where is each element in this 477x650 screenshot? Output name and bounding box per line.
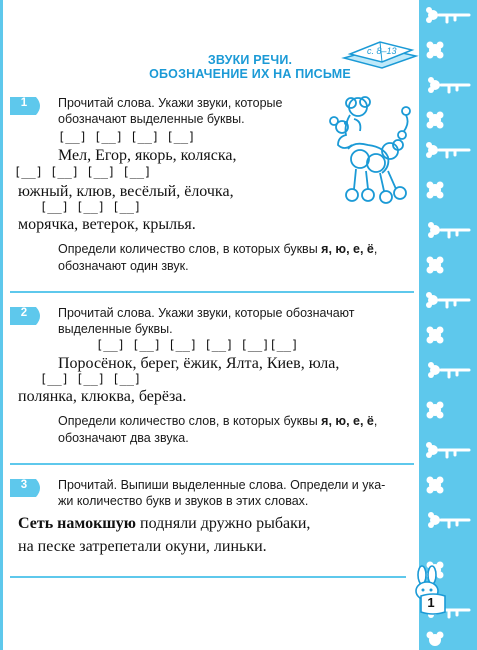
instruction-line: Прочитай слова. Укажи звуки, которые	[58, 96, 283, 110]
exercise-2-question	[58, 413, 377, 447]
question-text: Определи количество слов, в которых буквы	[58, 414, 322, 428]
sound-boxes: [__] [__] [__]	[40, 372, 142, 386]
word-line: южный, клюв, весёлый, ёлочка,	[18, 183, 234, 200]
word-line: Мел, Егор, якорь, коляска,	[58, 147, 237, 164]
title-line-2: ОБОЗНАЧЕНИЕ ИХ НА ПИСЬМЕ	[149, 67, 351, 81]
exercise-2-marker	[10, 305, 44, 325]
word-line: морячка, ветерок, крылья.	[18, 216, 196, 233]
exercise-2-instruction	[58, 305, 354, 337]
highlighted-word: Сеть	[18, 515, 54, 532]
instruction-line: Прочитай слова. Укажи звуки, которые обозначают	[58, 306, 355, 320]
decorative-side-strip	[419, 0, 477, 650]
instruction-line: обозначают выделенные буквы.	[58, 112, 245, 126]
highlighted-word: намокшую	[57, 515, 137, 532]
question-text: обозначают два звука.	[58, 431, 189, 445]
sound-boxes: [__] [__] [__] [__] [__][__]	[96, 338, 299, 352]
section-divider	[10, 576, 406, 578]
word-line: Поросёнок, берег, ёжик, Ялта, Киев, юла,	[58, 355, 340, 372]
instruction-line: выделенные буквы.	[58, 322, 173, 336]
page-reference: с. 8–13	[367, 46, 397, 56]
exercise-3-text-line	[18, 515, 310, 533]
instruction-line: жи количество букв и звуков в этих словах.	[58, 494, 309, 508]
question-letters: я, ю, е, ё	[321, 242, 374, 256]
exercise-3-marker	[10, 477, 44, 497]
exercise-1-question	[58, 241, 377, 275]
section-divider	[10, 291, 414, 293]
section-divider	[10, 463, 414, 465]
exercise-3-number: 3	[20, 479, 28, 491]
exercise-1-number: 1	[20, 97, 28, 109]
question-text: Определи количество слов, в которых буквы	[58, 242, 322, 256]
key-ornaments-icon	[419, 0, 477, 650]
sound-boxes: [__] [__] [__] [__]	[58, 130, 196, 144]
exercise-3-instruction	[58, 477, 385, 509]
title-line-1: ЗВУКИ РЕЧИ.	[207, 53, 293, 67]
sound-boxes: [__] [__] [__]	[40, 200, 142, 214]
instruction-line: Прочитай. Выпиши выделенные слова. Определи и ука-	[58, 478, 386, 492]
exercise-1-instruction	[58, 95, 282, 127]
sound-boxes: [__] [__] [__] [__]	[14, 165, 152, 179]
exercise-3-text-line: на песке затрепетали окуни, линьки.	[18, 538, 267, 555]
poodle-illustration	[318, 93, 418, 213]
left-border-strip	[0, 0, 3, 650]
question-letters: я, ю, е, ё	[321, 414, 374, 428]
exercise-2-number: 2	[20, 307, 28, 319]
question-text: обозначают один звук.	[58, 259, 189, 273]
question-comma: ,	[373, 414, 378, 428]
exercise-1-marker	[10, 95, 44, 115]
text-fragment: подняли дружно рыбаки,	[136, 515, 311, 532]
page-number: 1	[427, 595, 435, 610]
word-line: полянка, клюква, берёза.	[18, 388, 187, 405]
question-comma: ,	[373, 242, 378, 256]
